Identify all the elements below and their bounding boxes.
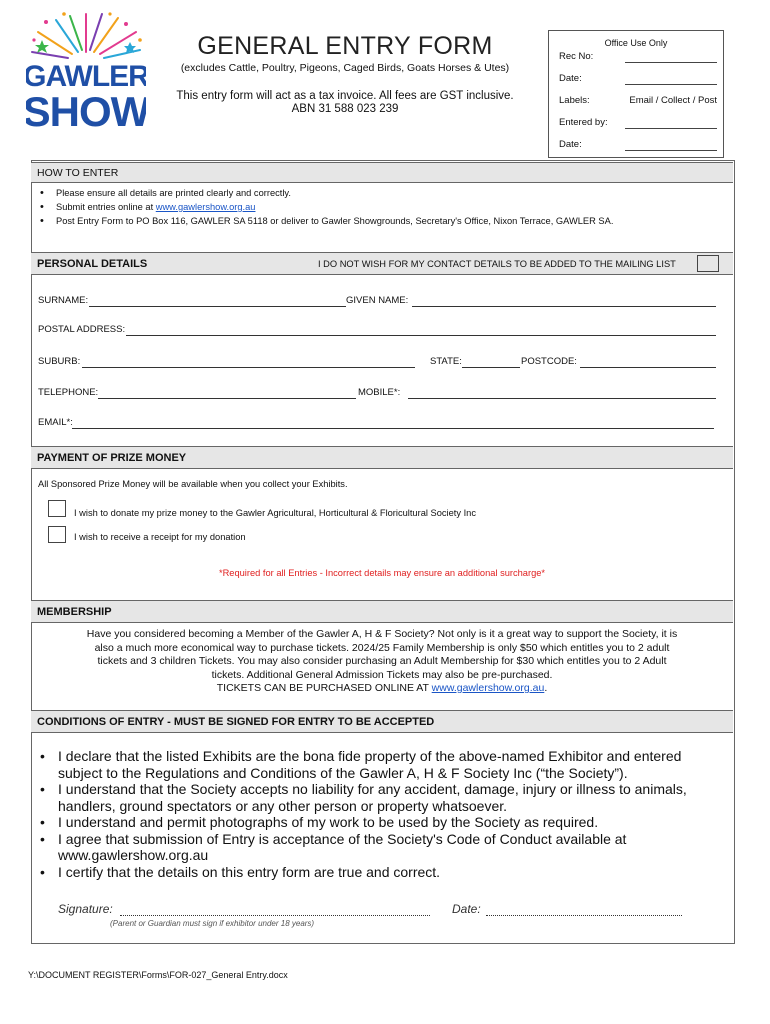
membership-website-link[interactable]: www.gawlershow.org.au [431,682,545,694]
logo-text-show: SHOW [26,88,146,134]
entered-by-label: Entered by: [559,117,608,128]
suburb-input[interactable] [82,367,415,368]
state-label: STATE: [430,356,462,367]
how-to-enter-heading: HOW TO ENTER [37,167,119,179]
prize-money-bar [31,446,733,469]
surname-input[interactable] [89,306,346,307]
form-title: GENERAL ENTRY FORM [197,32,493,60]
membership-bar [31,600,733,623]
mobile-label: MOBILE*: [358,387,401,398]
labels-options: Email / Collect / Post [629,95,717,106]
tickets-online-text: TICKETS CAN BE PURCHASED ONLINE AT [216,682,432,694]
membership-line: tickets and 3 children Tickets. You may also consider purchasing an Adult Membership for $30 which entitles you to 2 Adult [97,655,667,667]
how-to-enter-bar [31,162,733,183]
office-date2-label: Date: [559,139,582,150]
membership-line: Have you considered becoming a Member of the Gawler A, H & F Society? Not only is it a great way to support the Society, it is [86,628,678,640]
signature-input[interactable] [120,915,430,916]
prize-money-heading: PAYMENT OF PRIZE MONEY [37,452,187,464]
mobile-input[interactable] [408,398,716,399]
gawler-show-logo [26,10,146,134]
telephone-input[interactable] [98,398,356,399]
conditions-bar [31,710,733,733]
signature-date-input[interactable] [486,915,682,916]
receipt-checkbox[interactable] [48,526,66,543]
rec-no-label: Rec No: [559,51,594,62]
list-item: • Post Entry Form to PO Box 116, GAWLER SA 5118 or deliver to Gawler Showgrounds, Secretary's Office, Nixon Terrace, GAWLER SA. [40,214,613,228]
donate-prize-checkbox[interactable] [48,500,66,517]
mailing-optout-checkbox[interactable] [697,255,719,272]
office-date2-line[interactable] [625,139,717,151]
membership-heading: MEMBERSHIP [37,606,112,618]
signature-date-label: Date: [452,902,481,916]
entered-by-line[interactable] [625,117,717,129]
postcode-label: POSTCODE: [521,356,577,367]
condition-item: • I certify that the details on this entry form are true and correct. [38,864,728,881]
condition-item: • I declare that the listed Exhibits are the bona fide property of the above-named Exhibitor and entered subject to the Regulations and Conditions of the Gawler A, H & F Society Inc (“the Society”). [38,748,728,781]
office-use-heading: Office Use Only [604,38,668,48]
rec-no-line[interactable] [625,51,717,63]
tax-invoice-text: This entry form will act as a tax invoice. All fees are GST inclusive. [176,90,514,102]
required-notice: *Required for all Entries - Incorrect details may ensure an additional surcharge* [218,568,546,578]
list-item: • Please ensure all details are printed clearly and correctly. [40,186,613,200]
postcode-input[interactable] [580,367,716,368]
suburb-label: SUBURB: [38,356,81,367]
condition-item: • I understand that the Society accepts no liability for any accident, damage, injury or illness to animals, handlers, ground spectators or any other person or property whatsoever. [38,781,728,814]
personal-details-heading: PERSONAL DETAILS [37,258,148,270]
given-name-label: GIVEN NAME: [346,295,409,306]
membership-line [34,682,730,696]
tickets-online-suffix: . [544,682,548,694]
telephone-label: TELEPHONE: [38,387,99,398]
abn-text: ABN 31 588 023 239 [291,103,399,115]
signature-label: Signature: [58,902,113,916]
office-date-label: Date: [559,73,582,84]
surname-label: SURNAME: [38,295,89,306]
office-use-box [548,30,724,158]
condition-item: • I agree that submission of Entry is acceptance of the Society's Code of Conduct available at www.gawlershow.org.au [38,831,728,864]
membership-text [34,628,730,696]
condition-item: • I understand and permit photographs of my work to be used by the Society as required. [38,814,728,831]
membership-line: tickets. Additional General Admission Tickets may also be pre-purchased. [211,668,553,681]
personal-details-bar [31,252,733,275]
email-label: EMAIL*: [38,417,73,428]
how-to-enter-list [40,186,613,228]
given-name-input[interactable] [412,306,716,307]
tax-invoice-note [150,90,540,116]
website-link[interactable]: www.gawlershow.org.au [155,202,256,212]
office-date-line[interactable] [625,73,717,85]
guardian-note: (Parent or Guardian must sign if exhibitor under 18 years) [110,919,315,928]
submit-online-text: Submit entries online at [56,202,156,212]
form-subtitle: (excludes Cattle, Poultry, Pigeons, Caged Birds, Goats Horses & Utes) [180,62,510,74]
conditions-heading: CONDITIONS OF ENTRY - MUST BE SIGNED FOR ENTRY TO BE ACCEPTED [37,716,435,728]
postal-address-input[interactable] [126,335,716,336]
mailing-optout-label: I DO NOT WISH FOR MY CONTACT DETAILS TO BE ADDED TO THE MAILING LIST [318,259,676,269]
postal-address-label: POSTAL ADDRESS: [38,324,126,335]
document-path: Y:\DOCUMENT REGISTER\Forms\FOR-027_General Entry.docx [28,970,288,980]
membership-line: also a much more economical way to purchase tickets. 2024/25 Family Membership is only $50 which entitles you to 2 adult [94,641,670,654]
labels-label: Labels: [559,95,590,106]
state-input[interactable] [462,367,520,368]
email-input[interactable] [72,428,714,429]
prize-money-note: All Sponsored Prize Money will be available when you collect your Exhibits. [38,479,348,489]
list-item [40,200,613,214]
donate-prize-label: I wish to donate my prize money to the Gawler Agricultural, Horticultural & Floricultural Society Inc [74,508,476,518]
conditions-list [38,748,728,880]
receipt-label: I wish to receive a receipt for my donation [74,532,246,542]
fireworks-graphic [26,10,146,134]
logo-text-gawler: GAWLER [26,60,146,93]
